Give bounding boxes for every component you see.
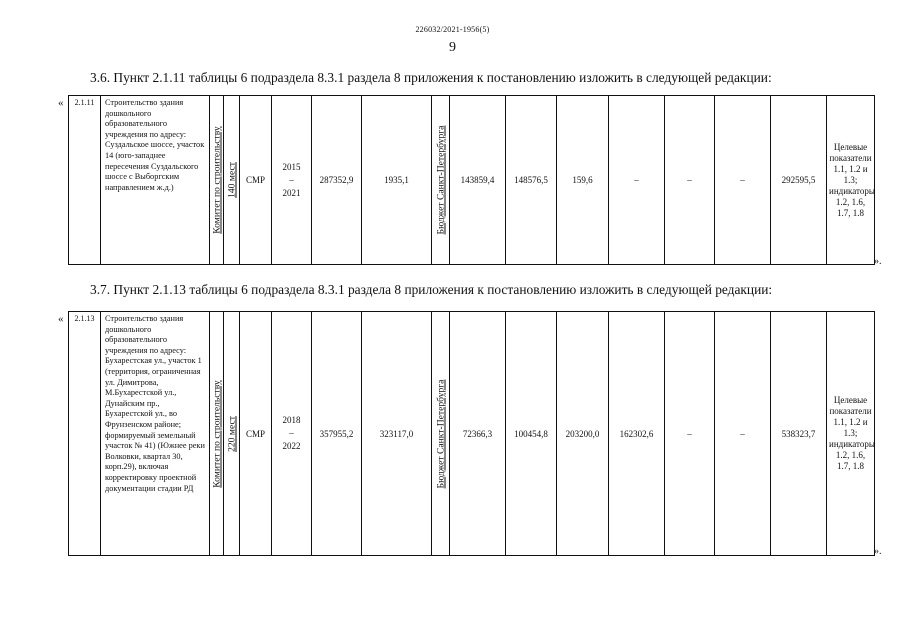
- row-value-6: –: [715, 312, 771, 556]
- year-dash: –: [289, 428, 294, 438]
- row-total-cost: 287352,9: [312, 96, 362, 265]
- row-prior-funding: 1935,1: [362, 96, 432, 265]
- row-notes: Целевые показатели 1.1, 1.2 и 1.3; индикаторы 1.2, 1.6, 1.7, 1.8: [827, 312, 875, 556]
- row-source: [432, 96, 450, 265]
- program-table-row-2-1-11: [68, 95, 875, 265]
- row-executor: [210, 96, 224, 265]
- page-number: 9: [449, 40, 456, 55]
- row-source: [432, 312, 450, 556]
- row-value-4: –: [609, 96, 665, 265]
- year-start: 2015: [282, 161, 301, 172]
- row-value-6: –: [715, 96, 771, 265]
- row-value-4: 162302,6: [609, 312, 665, 556]
- row-value-1: 143859,4: [450, 96, 506, 265]
- executor-text: Комитет по строительству: [211, 126, 222, 234]
- row-code: 2.1.13: [69, 312, 101, 556]
- row-description: Строительство здания дошкольного образовательного учреждения по адресу: Бухарестская ул., участок 1 (территория, ограниченная ул. Димитрова, М.Бухарестской ул., Дунайским пр., Бухарестской ул., во Фрунзенском районе; формируемый земельный участок № 41) (Южнее реки Волковки, квартал 30, корп.29), включая корректировку проектной документации стадии РД: [101, 312, 210, 556]
- row-code: 2.1.11: [69, 96, 101, 265]
- row-total: 538323,7: [771, 312, 827, 556]
- row-value-3: 203200,0: [557, 312, 609, 556]
- quote-open-mark: «: [58, 97, 64, 109]
- quote-close-mark: ».: [874, 546, 882, 557]
- row-value-5: –: [665, 96, 715, 265]
- program-table-row-2-1-13: [68, 311, 875, 556]
- source-text: Бюджет Санкт-Петербурга: [435, 125, 446, 235]
- row-years: [272, 96, 312, 265]
- row-notes: Целевые показатели 1.1, 1.2 и 1.3; индикаторы 1.2, 1.6, 1.7, 1.8: [827, 96, 875, 265]
- year-end: 2022: [282, 441, 301, 451]
- row-value-2: 100454,8: [506, 312, 557, 556]
- row-work-type: СМР: [240, 312, 272, 556]
- row-total: 292595,5: [771, 96, 827, 265]
- source-text: Бюджет Санкт-Петербурга: [435, 379, 446, 488]
- row-years: [272, 312, 312, 556]
- row-prior-funding: 323117,0: [362, 312, 432, 556]
- year-dash: –: [289, 174, 294, 185]
- capacity-text: 140 мест: [226, 162, 237, 198]
- row-value-3: 159,6: [557, 96, 609, 265]
- row-capacity: [224, 96, 240, 265]
- quote-close-mark: ».: [874, 256, 882, 267]
- section-heading-3-6: 3.6. Пункт 2.1.11 таблицы 6 подраздела 8.3.1 раздела 8 приложения к постановлению изложить в следующей редакции:: [90, 70, 772, 85]
- quote-open-mark: «: [58, 313, 64, 325]
- year-end: 2021: [282, 187, 301, 198]
- row-work-type: СМР: [240, 96, 272, 265]
- row-value-1: 72366,3: [450, 312, 506, 556]
- row-value-2: 148576,5: [506, 96, 557, 265]
- executor-text: Комитет по строительству: [211, 379, 222, 488]
- row-executor: [210, 312, 224, 556]
- section-heading-3-7: 3.7. Пункт 2.1.13 таблицы 6 подраздела 8.3.1 раздела 8 приложения к постановлению изложить в следующей редакции:: [90, 282, 773, 297]
- capacity-text: 220 мест: [226, 415, 237, 452]
- row-value-5: –: [665, 312, 715, 556]
- year-start: 2018: [282, 415, 301, 425]
- row-total-cost: 357955,2: [312, 312, 362, 556]
- row-capacity: [224, 312, 240, 556]
- document-id: 226032/2021-1956(5): [415, 25, 490, 34]
- row-description: Строительство здания дошкольного образовательного учреждения по адресу: Суздальское шоссе, участок 14 (юго-западнее пересечения Суздальского шоссе с Выборгским направлением ж.д.): [101, 96, 210, 265]
